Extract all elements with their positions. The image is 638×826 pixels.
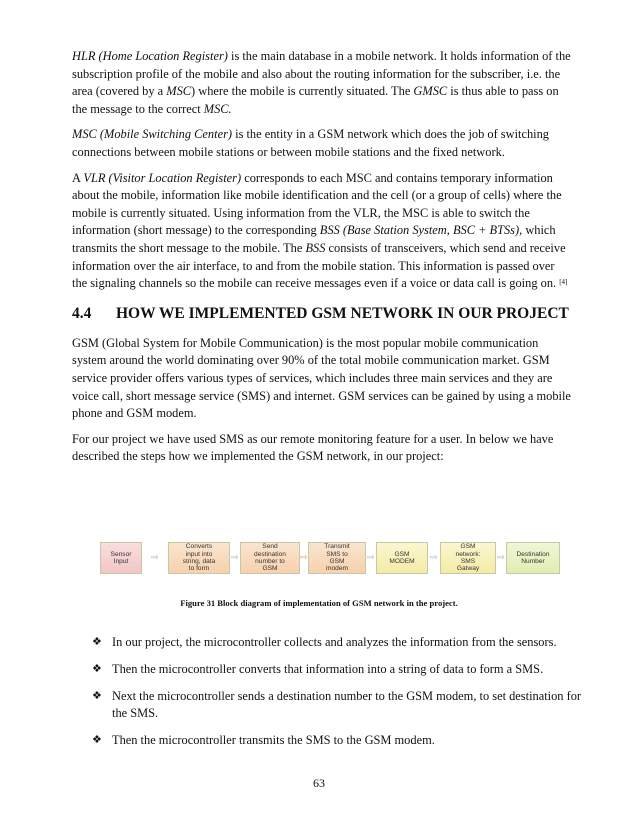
diagram-box-6: GSM network: SMS Gatway — [440, 542, 496, 574]
arrow-icon: ⇨ — [497, 553, 505, 563]
page-number: 63 — [313, 776, 325, 790]
msc-text: is the entity in a GSM network which does the job of switching connections between mobile stations or between mobile stations and the fixed network. — [72, 127, 549, 159]
arrow-icon: ⇨ — [151, 553, 159, 563]
paragraph-msc — [72, 126, 572, 161]
diagram-box-5: GSM MODEM — [376, 542, 428, 574]
term-msc: MSC (Mobile Switching Center) — [72, 127, 233, 142]
diagram-box-1: Sensor Input — [100, 542, 142, 574]
vlr-text-0: A — [72, 170, 84, 185]
bullet-item — [92, 732, 582, 749]
vlr-text-2: , which transmits the short message to the mobile. The — [72, 223, 556, 255]
diamond-bullet-icon: ❖ — [92, 663, 102, 675]
term-msc-inline-2: MSC. — [203, 101, 232, 116]
section-heading — [72, 305, 572, 323]
block-diagram — [100, 528, 562, 582]
arrow-icon: ⇨ — [300, 553, 308, 563]
section-number: 4.4 — [72, 304, 92, 322]
term-gmsc: GMSC — [413, 84, 448, 99]
hlr-text-3: is thus able to pass on the message to the correct — [72, 84, 559, 116]
diagram-box-3: Send destination number to GSM — [240, 542, 300, 574]
bullet-text: Then the microcontroller converts that information into a string of data to form a SMS. — [112, 662, 544, 676]
vlr-text-3: consists of transceivers, which send and receive information over the air interface, to and from the mobile station. This information is passed over the signaling channels so the mobile can receive messages even if a voice or data call is going on. — [72, 240, 566, 291]
section-title: HOW WE IMPLEMENTED GSM NETWORK IN OUR PROJECT — [116, 304, 569, 322]
term-bss: BSS (Base Station System, BSC + BTSs) — [319, 223, 520, 238]
diamond-bullet-icon: ❖ — [92, 636, 102, 648]
paragraph-hlr — [72, 48, 572, 118]
figure-caption: Figure 31 Block diagram of implementation of GSM network in the project. — [180, 598, 458, 608]
arrow-icon: ⇨ — [430, 553, 438, 563]
paragraph-vlr — [72, 170, 572, 293]
reference-marker: [4] — [559, 278, 568, 287]
bullet-item — [92, 634, 582, 651]
bullet-text: In our project, the microcontroller collects and analyzes the information from the sensors. — [112, 635, 557, 649]
diagram-box-2: Converts input into string, data to form — [168, 542, 230, 574]
bullet-item — [92, 661, 582, 678]
arrow-icon: ⇨ — [367, 553, 375, 563]
paragraph-gsm: GSM (Global System for Mobile Communication) is the most popular mobile communication system around the world dominating over 90% of the total mobile communication market. GSM service provider offers various types of services, which includes three main services and they are voice call, short message service (SMS) and internet. GSM services can be gained by using a mobile phone and GSM modem. — [72, 335, 571, 421]
term-hlr: HLR (Home Location Register) — [72, 49, 228, 63]
page-body — [72, 48, 572, 476]
bullet-item — [92, 688, 582, 722]
arrow-icon: ⇨ — [231, 553, 239, 563]
bullet-text: Then the microcontroller transmits the SMS to the GSM modem. — [112, 733, 435, 747]
hlr-text-1: is the main database in a mobile network. It holds information of the subscription profile of the mobile and also about the routing information for the subscriber, i.e. the area (covered by a — [72, 49, 571, 99]
paragraph-project: For our project we have used SMS as our remote monitoring feature for a user. In below we have described the steps how we implemented the GSM network, in our project: — [72, 431, 554, 464]
term-vlr: VLR (Visitor Location Register) — [83, 170, 242, 185]
term-msc-inline: MSC — [166, 84, 192, 99]
diagram-box-7: Destination Number — [506, 542, 560, 574]
diamond-bullet-icon: ❖ — [92, 734, 102, 746]
vlr-text-1: corresponds to each MSC and contains temporary information about the mobile, information like mobile identification and the cell (or a group of cells) where the mobile is currently situated. Using information from the VLR, the MSC is able to switch the information (short message) to the corresponding — [72, 170, 562, 238]
hlr-text-2: ) where the mobile is currently situated. The — [191, 84, 414, 99]
diagram-box-4: Transmit SMS to GSM modem — [308, 542, 366, 574]
diamond-bullet-icon: ❖ — [92, 690, 102, 702]
term-bss-2: BSS — [305, 240, 326, 255]
bullet-list — [92, 634, 582, 759]
bullet-text: Next the microcontroller sends a destination number to the GSM modem, to set destination for the SMS. — [112, 689, 582, 720]
